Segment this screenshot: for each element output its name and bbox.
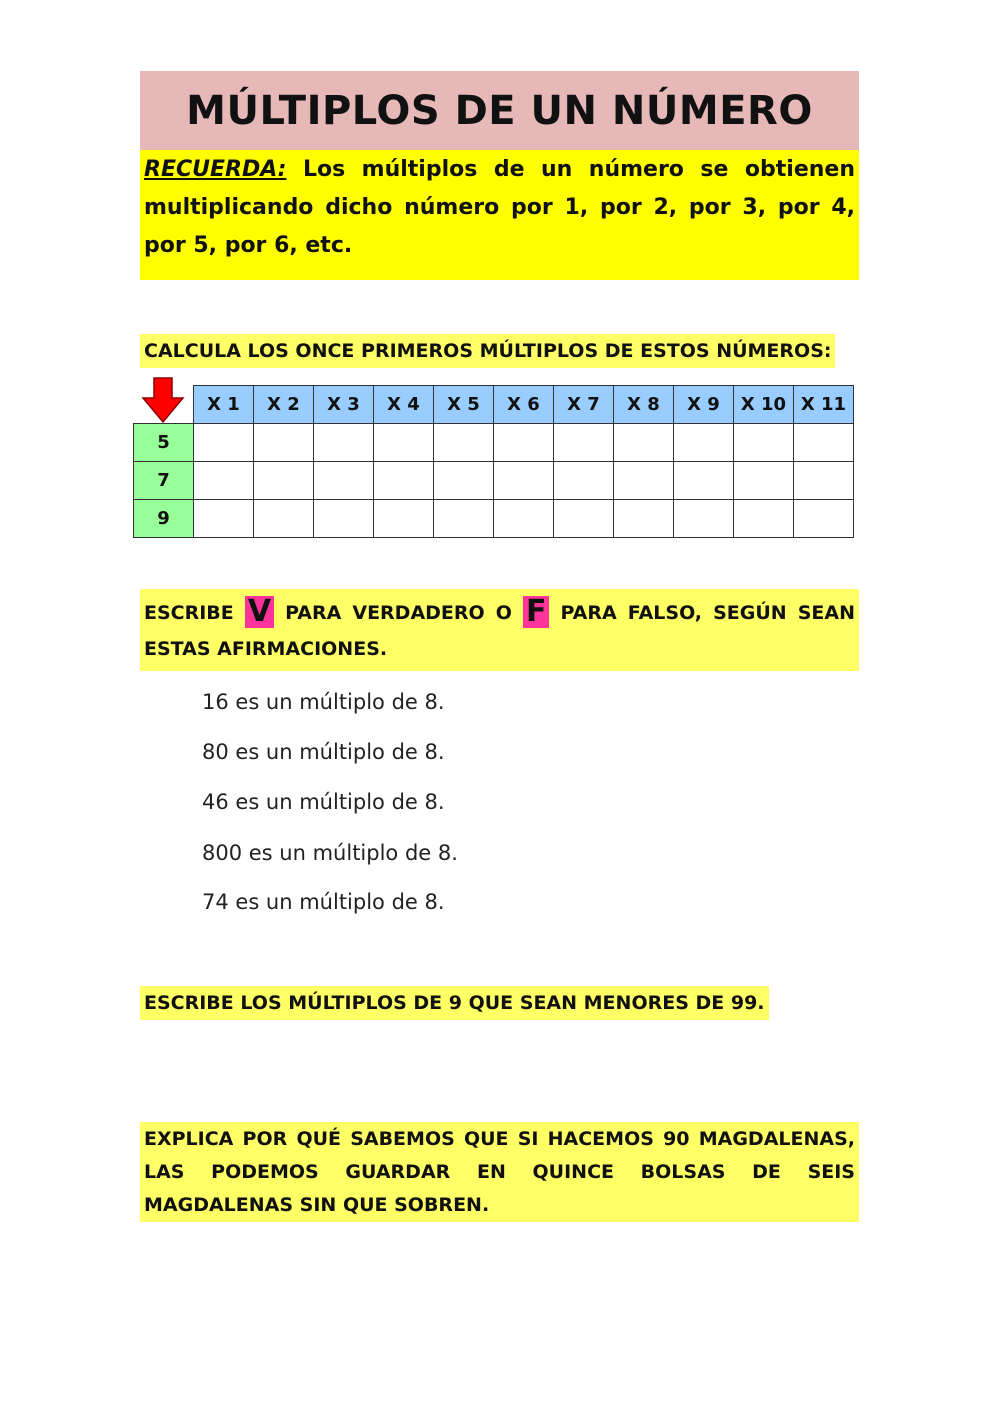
exercise2-text-1: ESCRIBE: [144, 602, 245, 624]
v-letter-badge: V: [245, 596, 274, 628]
exercise3-instruction-box: [140, 986, 772, 1020]
answer-cell[interactable]: [794, 500, 854, 538]
answer-cell[interactable]: [254, 500, 314, 538]
column-header: X 2: [254, 386, 314, 424]
reminder-label: RECUERDA:: [144, 157, 287, 182]
answer-cell[interactable]: [314, 462, 374, 500]
exercise2-text-2: PARA VERDADERO O: [274, 602, 523, 624]
statement-2: 80 es un múltiplo de 8.: [202, 740, 445, 764]
table-row: [134, 500, 854, 538]
exercise1-instruction: CALCULA LOS ONCE PRIMEROS MÚLTIPLOS DE ESTOS NÚMEROS:: [140, 334, 835, 368]
answer-cell[interactable]: [314, 500, 374, 538]
answer-cell[interactable]: [314, 424, 374, 462]
answer-cell[interactable]: [554, 462, 614, 500]
answer-cell[interactable]: [614, 500, 674, 538]
column-header: X 11: [794, 386, 854, 424]
answer-cell[interactable]: [494, 462, 554, 500]
exercise3-instruction: ESCRIBE LOS MÚLTIPLOS DE 9 QUE SEAN MENORES DE 99.: [140, 986, 769, 1020]
exercise2-text-3: PARA FALSO, SEGÚN SEAN ESTAS AFIRMACIONES.: [144, 602, 855, 660]
answer-cell[interactable]: [554, 500, 614, 538]
answer-cell[interactable]: [734, 500, 794, 538]
reminder-box: [140, 150, 859, 280]
row-header: 5: [134, 424, 194, 462]
answer-cell[interactable]: [614, 424, 674, 462]
column-header: X 5: [434, 386, 494, 424]
statement-5: 74 es un múltiplo de 8.: [202, 890, 445, 914]
title-band: [140, 71, 859, 150]
answer-cell[interactable]: [734, 424, 794, 462]
answer-cell[interactable]: [434, 424, 494, 462]
answer-cell[interactable]: [674, 424, 734, 462]
answer-cell[interactable]: [554, 424, 614, 462]
answer-cell[interactable]: [194, 424, 254, 462]
answer-cell[interactable]: [434, 500, 494, 538]
row-header: 9: [134, 500, 194, 538]
exercise1-instruction-box: [140, 334, 859, 368]
answer-cell[interactable]: [734, 462, 794, 500]
f-letter-badge: F: [523, 596, 550, 628]
column-header: X 8: [614, 386, 674, 424]
page-title: MÚLTIPLOS DE UN NÚMERO: [186, 87, 813, 134]
exercise4-instruction: EXPLICA POR QUÉ SABEMOS QUE SI HACEMOS 90 MAGDALENAS, LAS PODEMOS GUARDAR EN QUINCE BOLSAS DE SEIS MAGDALENAS SIN QUE SOBREN.: [140, 1122, 859, 1222]
table-corner: [134, 386, 194, 424]
statement-4: 800 es un múltiplo de 8.: [202, 841, 458, 865]
answer-cell[interactable]: [614, 462, 674, 500]
column-header: X 3: [314, 386, 374, 424]
column-header: X 10: [734, 386, 794, 424]
answer-cell[interactable]: [494, 500, 554, 538]
answer-cell[interactable]: [374, 424, 434, 462]
table-header-row: [134, 386, 854, 424]
exercise2-instruction: [140, 589, 859, 671]
answer-cell[interactable]: [674, 500, 734, 538]
column-header: X 7: [554, 386, 614, 424]
answer-cell[interactable]: [194, 462, 254, 500]
statement-1: 16 es un múltiplo de 8.: [202, 690, 445, 714]
answer-cell[interactable]: [494, 424, 554, 462]
answer-cell[interactable]: [254, 462, 314, 500]
answer-cell[interactable]: [434, 462, 494, 500]
statement-3: 46 es un múltiplo de 8.: [202, 790, 445, 814]
row-header: 7: [134, 462, 194, 500]
table-row: [134, 424, 854, 462]
multiples-table: [133, 385, 854, 538]
answer-cell[interactable]: [794, 424, 854, 462]
answer-cell[interactable]: [374, 500, 434, 538]
answer-cell[interactable]: [794, 462, 854, 500]
column-header: X 6: [494, 386, 554, 424]
column-header: X 9: [674, 386, 734, 424]
column-header: X 4: [374, 386, 434, 424]
column-header: X 1: [194, 386, 254, 424]
table-row: [134, 462, 854, 500]
answer-cell[interactable]: [194, 500, 254, 538]
answer-cell[interactable]: [374, 462, 434, 500]
answer-cell[interactable]: [674, 462, 734, 500]
answer-cell[interactable]: [254, 424, 314, 462]
reminder-text: Los múltiplos de un número se obtienen multiplicando dicho número por 1, por 2, por 3, por 4, por 5, por 6, etc.: [144, 157, 855, 258]
